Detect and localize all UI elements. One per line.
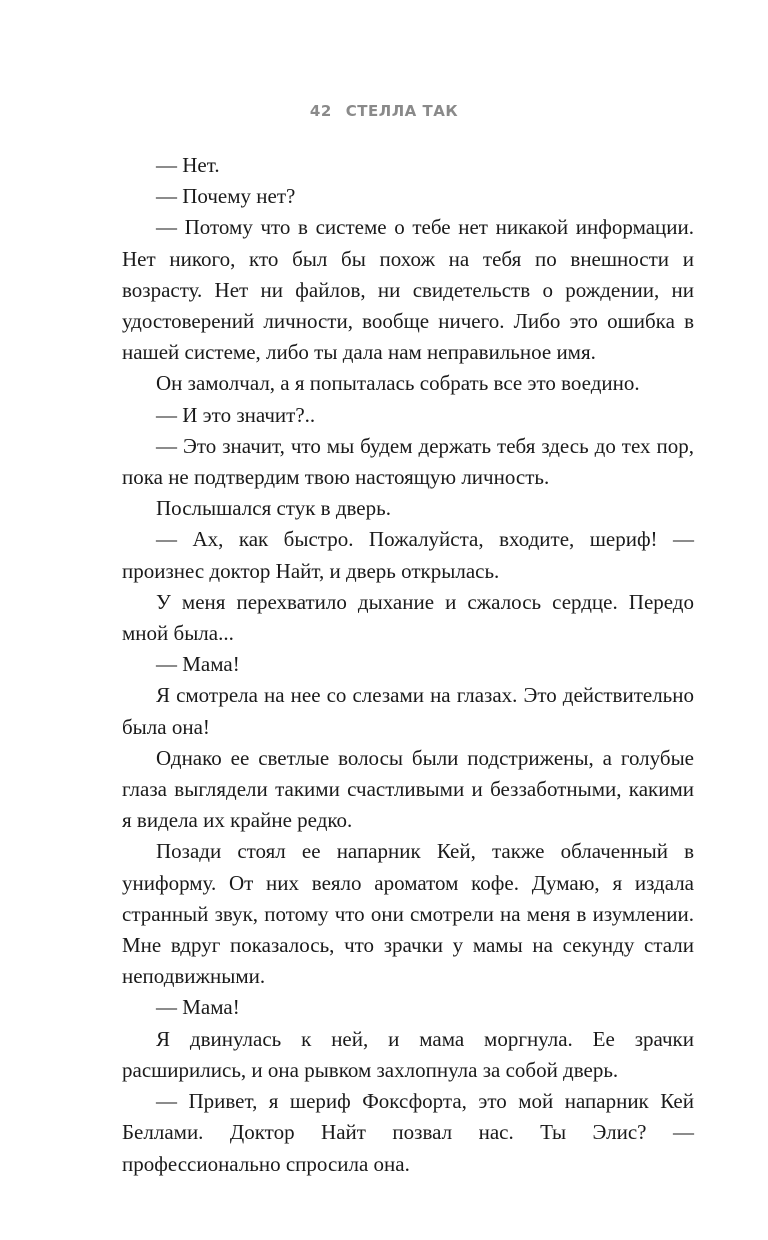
paragraph: — Это значит, что мы будем держать тебя здесь до тех пор, пока не подтвердим твою настоящую личность. (122, 433, 694, 490)
paragraph: — Почему нет? (156, 184, 296, 209)
paragraph: — Мама! (156, 652, 240, 677)
paragraph: У меня перехватило дыхание и сжалось сердце. Передо мной была... (122, 589, 694, 646)
paragraph: Позади стоял ее напарник Кей, также облаченный в униформу. От них веяло ароматом кофе. Думаю, я издала странный звук, потому что они смотрели на меня в изумлении. Мне вдруг показалось, что зрачки у мамы на секунду стали неподвижными. (122, 839, 694, 989)
running-title: СТЕЛЛА ТАК (345, 102, 459, 120)
paragraph: Я смотрела на нее со слезами на глазах. Это действительно была она! (122, 683, 694, 739)
body-text (122, 150, 694, 1180)
running-header (0, 102, 768, 120)
paragraph: — Привет, я шериф Фоксфорта, это мой напарник Кей Беллами. Доктор Найт позвал нас. Ты Элис? — профессионально спросила она. (122, 1089, 694, 1176)
paragraph: — Мама! (156, 995, 240, 1020)
paragraph: — Потому что в системе о тебе нет никакой информации. Нет никого, кто был бы похож на тебя по внешности и возрасту. Нет ни файлов, ни свидетельств о рождении, ни удостоверений личности, вообще ничего. Либо это ошибка в нашей системе, либо ты дала нам неправильное имя. (122, 215, 694, 365)
paragraph: — Нет. (156, 153, 220, 177)
paragraph: Послышался стук в дверь. (156, 496, 391, 521)
paragraph: Он замолчал, а я попыталась собрать все это воедино. (156, 371, 640, 396)
paragraph: Однако ее светлые волосы были подстрижены, а голубые глаза выглядели такими счастливыми и беззаботными, какими я видела их крайне редко. (122, 745, 694, 833)
paragraph: Я двинулась к ней, и мама моргнула. Ее зрачки расширились, и она рывком захлопнула за собой дверь. (122, 1026, 694, 1082)
paragraph: — Ах, как быстро. Пожалуйста, входите, шериф! — произнес доктор Найт, и дверь открылась. (122, 527, 694, 583)
paragraph: — И это значит?.. (156, 402, 316, 427)
page-number: 42 (309, 102, 332, 120)
